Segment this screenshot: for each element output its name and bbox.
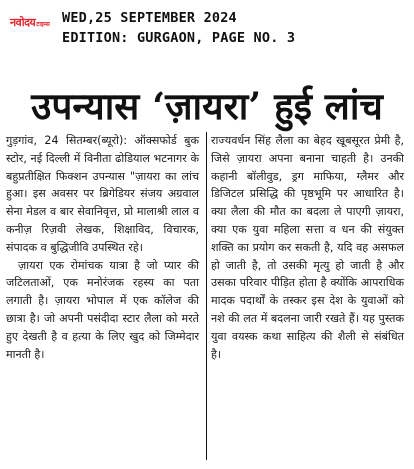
newspaper-logo bbox=[10, 16, 48, 28]
edition-page: EDITION: GURGAON, PAGE NO. 3 bbox=[62, 30, 296, 46]
publication-date: WED,25 SEPTEMBER 2024 bbox=[62, 10, 237, 26]
article-paragraph: ज़ायरा एक रोमांचक यात्रा है जो प्यार की जटिलताओं, एक मनोरंजक रहस्य का पता लगाती है। ज़ायरा भोपाल में एक कॉलेज की छात्रा है। जो अपनी पसंदीदा स्टार लैला को मरते हुए देखती है व हत्या के लिए खुद को जिम्मेदार मानती है। bbox=[6, 258, 199, 361]
article-body bbox=[6, 132, 408, 462]
article-paragraph bbox=[6, 132, 199, 257]
article-column-right bbox=[211, 132, 404, 363]
article-headline: उपन्यास ‘ज़ायरा’ हुई लांच bbox=[31, 84, 383, 128]
edition-info bbox=[62, 8, 295, 48]
logo-main-text: नवोदय bbox=[10, 15, 36, 29]
article-paragraph: राज्यवर्धन सिंह लैला का बेहद खूबसूरत प्रेमी है, जिसे ज़ायरा अपना बनाना चाहती है। उनकी कहानी बॉलीवुड, ड्रग माफिया, ग्लैमर और डिजिटल प्रसिद्धि की पृष्ठभूमि पर आधारित है। क्या लैला की मौत का बदला ले पाएगी ज़ायरा, क्या एक युवा महिला सत्ता व धन की संयुक्त शक्ति का प्रयोग कर सकती है, यदि वह असफल हो जाती है, तो उसकी मृत्यु हो जाती है और उसका परिवार पीड़ित होता है क्योंकि आपराधिक मादक पदार्थों के तस्कर इस देश के युवाओं को नशे की लत में बदलना जारी रखते हैं। यह पुस्तक युवा वयस्क कथा साहित्य की शैली से संबंधित है। bbox=[211, 134, 404, 361]
column-divider bbox=[206, 132, 207, 460]
logo-sub-text: टाइम्स bbox=[36, 21, 50, 28]
article-dateline: गुड़गांव, 24 सितम्बर(ब्यूरो): bbox=[6, 134, 128, 147]
article-column-left bbox=[6, 132, 199, 363]
paragraph-text: ऑक्सफोर्ड बुक स्टोर, नई दिल्ली में विनीता ढोडियाल भटनागर के बहुप्रतीक्षित फिक्शन उपन्यास "ज़ायरा का लांच हुआ। इस अवसर पर ब्रिगेडियर संजय अग्रवाल सेना मेडल व बार सेवानिवृत्त, प्रो मालाश्री लाल व कनीज़ रिज़वी लेखक, शिक्षाविद, विचारक, संपादक व बुद्धिजीवि उपस्थित रहे। bbox=[6, 134, 200, 254]
